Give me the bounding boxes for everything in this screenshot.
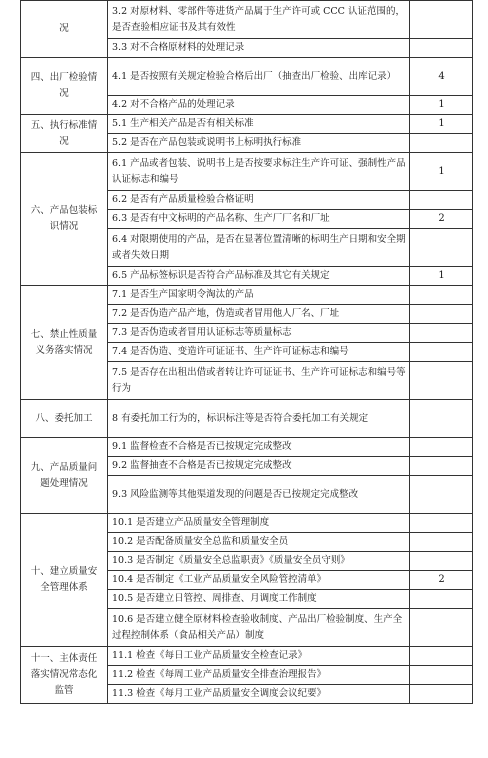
score-value (410, 438, 473, 457)
table-row (21, 286, 473, 305)
section-category: 况 (21, 1, 108, 58)
check-item: 10.5 是否建立日管控、周排查、月调度工作制度 (108, 590, 410, 609)
check-item: 4.2 对不合格产品的处理记录 (108, 96, 410, 115)
check-item: 3.2 对原材料、零部件等进货产品属于生产许可或 CCC 认证范围的，是否查验相应证书及其有效性 (108, 1, 410, 39)
check-item: 7.1 是否生产国家明令淘汰的产品 (108, 286, 410, 305)
score-value (410, 229, 473, 267)
check-item: 5.2 是否在产品包装或说明书上标明执行标准 (108, 134, 410, 153)
inspection-checklist-page (20, 0, 472, 704)
check-item: 10.1 是否建立产品质量安全管理制度 (108, 514, 410, 533)
check-item: 9.1 监督检查不合格是否已按规定完成整改 (108, 438, 410, 457)
score-value (410, 647, 473, 666)
section-category: 九、产品质量问题处理情况 (21, 438, 108, 514)
section-category: 五、执行标准情况 (21, 115, 108, 153)
check-item: 3.3 对不合格原材料的处理记录 (108, 39, 410, 58)
check-item: 9.3 风险监测等其他渠道发现的问题是否已按规定完成整改 (108, 476, 410, 514)
table-row (21, 115, 473, 134)
check-item: 10.6 是否建立健全原材料检查验收制度、产品出厂检验制度、生产全过程控制体系（食品相关产品）制度 (108, 609, 410, 647)
check-item: 5.1 生产相关产品是否有相关标准 (108, 115, 410, 134)
check-item: 10.4 是否制定《工业产品质量安全风险管控清单》 (108, 571, 410, 590)
section-category: 七、禁止性质量义务落实情况 (21, 286, 108, 400)
check-item: 7.4 是否伪造、变造许可证证书、生产许可证标志和编号 (108, 343, 410, 362)
score-value (410, 362, 473, 400)
check-item: 10.2 是否配备质量安全总监和质量安全员 (108, 533, 410, 552)
table-row (21, 153, 473, 191)
score-value (410, 343, 473, 362)
check-item: 4.1 是否按照有关规定检验合格后出厂（抽查出厂检验、出库记录） (108, 58, 410, 96)
check-item: 7.3 是否伪造或者冒用认证标志等质量标志 (108, 324, 410, 343)
score-value (410, 666, 473, 685)
score-value (410, 609, 473, 647)
section-category: 四、出厂检验情况 (21, 58, 108, 115)
inspection-checklist-table (20, 0, 473, 704)
score-value (410, 324, 473, 343)
score-value (410, 286, 473, 305)
check-item: 7.5 是否存在出租出借或者转让许可证证书、生产许可证标志和编号等行为 (108, 362, 410, 400)
score-value (410, 1, 473, 39)
score-value: 2 (410, 210, 473, 229)
score-value: 1 (410, 153, 473, 191)
score-value: 2 (410, 571, 473, 590)
check-item: 6.5 产品标签标识是否符合产品标准及其它有关规定 (108, 267, 410, 286)
section-category: 十一、主体责任落实情况常态化监管 (21, 647, 108, 704)
check-item: 6.4 对限期使用的产品，是否在显著位置清晰的标明生产日期和安全期或者失效日期 (108, 229, 410, 267)
section-category: 十、建立质量安全管理体系 (21, 514, 108, 647)
score-value: 4 (410, 58, 473, 96)
section-category: 六、产品包装标识情况 (21, 153, 108, 286)
score-value (410, 191, 473, 210)
table-row (21, 438, 473, 457)
score-value (410, 685, 473, 704)
score-value (410, 590, 473, 609)
table-row (21, 514, 473, 533)
table-row (21, 400, 473, 438)
score-value (410, 39, 473, 58)
score-value (410, 476, 473, 514)
check-item: 6.3 是否有中文标明的产品名称、生产厂厂名和厂址 (108, 210, 410, 229)
check-item: 10.3 是否制定《质量安全总监职责》《质量安全员守则》 (108, 552, 410, 571)
check-item: 8 有委托加工行为的，标识标注等是否符合委托加工有关规定 (108, 400, 410, 438)
score-value (410, 134, 473, 153)
check-item: 11.3 检查《每月工业产品质量安全调度会议纪要》 (108, 685, 410, 704)
score-value: 1 (410, 115, 473, 134)
check-item: 9.2 监督抽查不合格是否已按规定完成整改 (108, 457, 410, 476)
score-value (410, 533, 473, 552)
table-body (21, 1, 473, 704)
table-row (21, 58, 473, 96)
check-item: 6.2 是否有产品质量检验合格证明 (108, 191, 410, 210)
score-value (410, 305, 473, 324)
section-category: 八、委托加工 (21, 400, 108, 438)
score-value (410, 514, 473, 533)
check-item: 11.2 检查《每周工业产品质量安全排查治理报告》 (108, 666, 410, 685)
score-value: 1 (410, 267, 473, 286)
score-value (410, 400, 473, 438)
score-value: 1 (410, 96, 473, 115)
check-item: 11.1 检查《每日工业产品质量安全检查记录》 (108, 647, 410, 666)
score-value (410, 552, 473, 571)
table-row (21, 647, 473, 666)
score-value (410, 457, 473, 476)
check-item: 7.2 是否伪造产品产地，伪造或者冒用他人厂名、厂址 (108, 305, 410, 324)
check-item: 6.1 产品或者包装、说明书上是否按要求标注生产许可证、强制性产品认证标志和编号 (108, 153, 410, 191)
table-row (21, 1, 473, 39)
